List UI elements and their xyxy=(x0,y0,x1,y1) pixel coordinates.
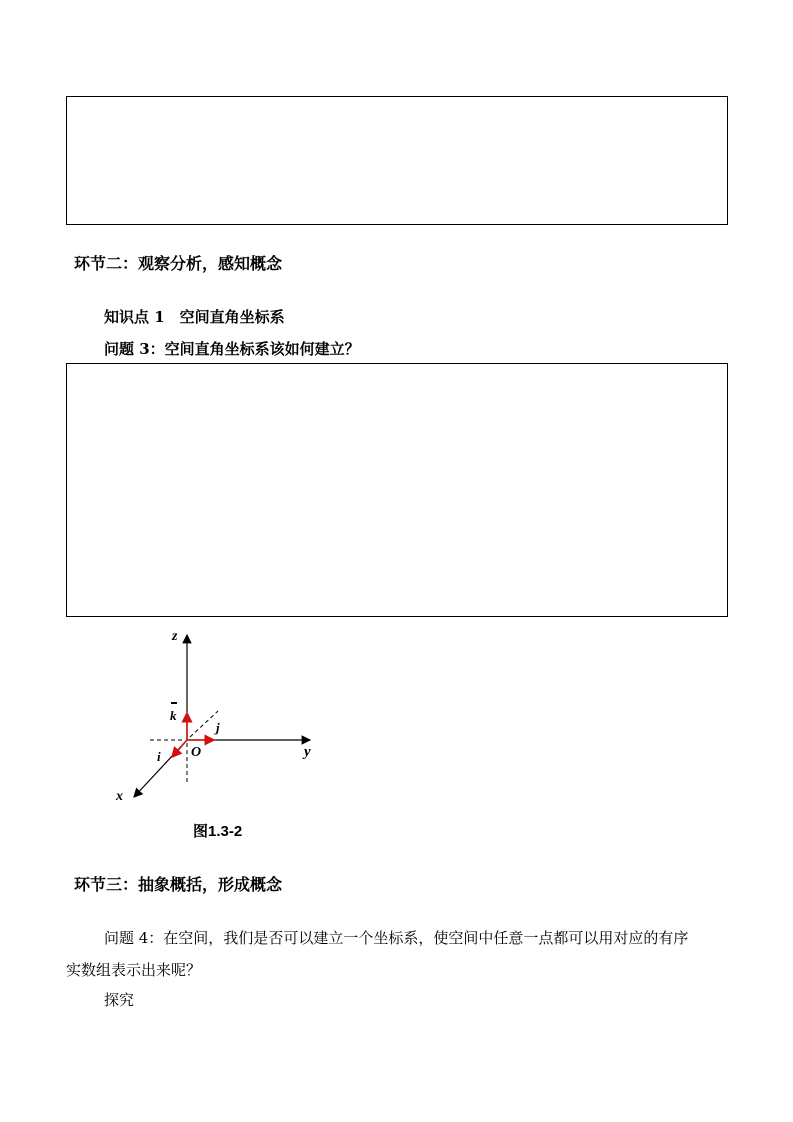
vector-k-label: k xyxy=(170,708,177,723)
figure-caption: 图1.3-2 xyxy=(193,823,243,840)
y-axis-label: y xyxy=(304,744,311,760)
knowledge-point-1: 知识点 1 空间直角坐标系 xyxy=(104,308,285,326)
origin-label: O xyxy=(191,745,202,760)
vector-i-label: i xyxy=(157,749,161,764)
z-axis-label: z xyxy=(172,629,178,644)
answer-box-question3 xyxy=(66,363,728,617)
coordinate-system-figure xyxy=(110,625,330,805)
explore-label: 探究 xyxy=(104,991,135,1009)
x-axis-dashed-back xyxy=(190,711,218,737)
section2-heading: 环节二：观察分析，感知概念 xyxy=(74,254,283,273)
coordinate-diagram xyxy=(110,625,330,805)
vector-j-label: j xyxy=(216,720,220,735)
question-4-line1: 问题 4：在空间，我们是否可以建立一个坐标系，使空间中任意一点都可以用对应的有序 xyxy=(104,929,689,947)
question-4-line2: 实数组表示出来呢？ xyxy=(66,961,202,979)
vector-i xyxy=(172,740,187,757)
section3-heading: 环节三：抽象概括，形成概念 xyxy=(74,875,283,894)
answer-box-top xyxy=(66,96,728,225)
question-3: 问题 3：空间直角坐标系该如何建立？ xyxy=(104,340,360,358)
x-axis-label: x xyxy=(116,789,123,804)
